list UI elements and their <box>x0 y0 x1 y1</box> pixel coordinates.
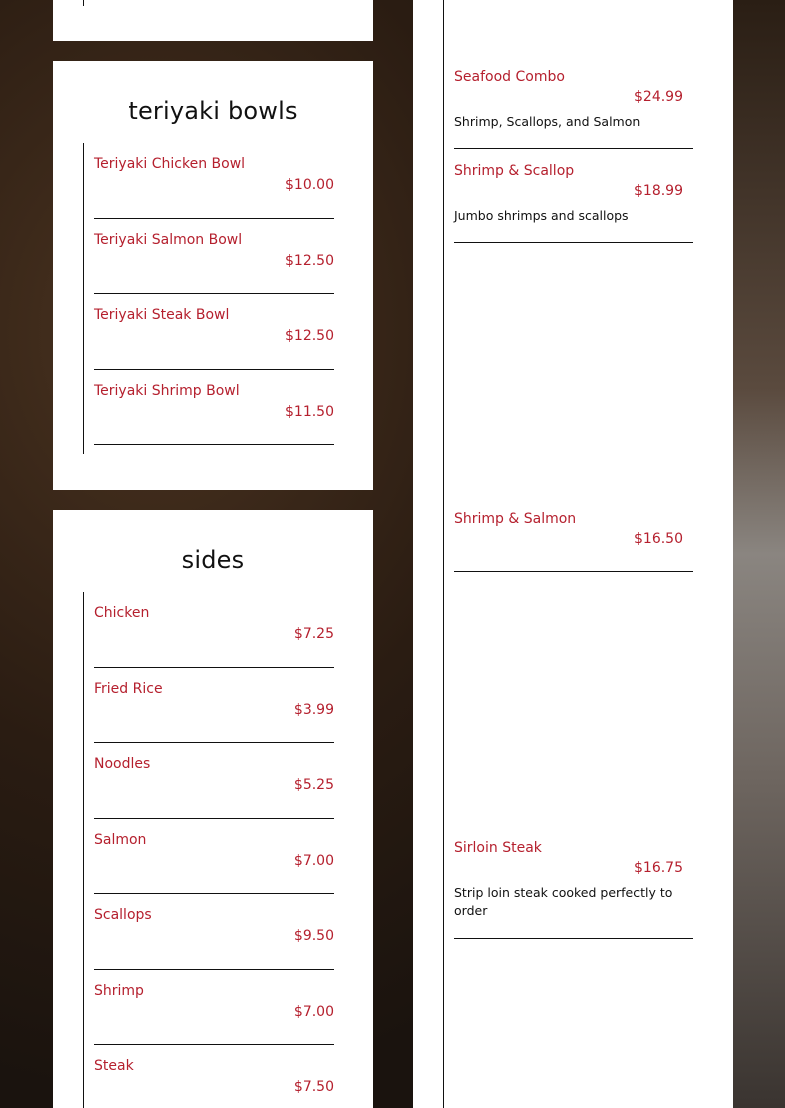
item-description: Jumbo shrimps and scallops <box>454 208 629 223</box>
item-price: $3.99 <box>293 701 334 718</box>
item-description: Shrimp, Scallops, and Salmon <box>454 114 641 129</box>
divider <box>454 148 693 149</box>
item-name: Teriyaki Salmon Bowl <box>94 231 243 248</box>
menu-list <box>83 143 344 454</box>
menu-card-sides <box>53 510 373 1108</box>
item-name: Teriyaki Chicken Bowl <box>94 156 246 172</box>
card-left-border <box>83 0 84 6</box>
menu-item[interactable] <box>94 819 344 895</box>
item-price: $12.50 <box>285 328 334 344</box>
menu-item[interactable] <box>94 219 344 295</box>
menu-card-previous <box>53 0 373 41</box>
item-price: $24.99 <box>634 89 683 105</box>
item-name: Teriyaki Steak Bowl <box>94 307 230 323</box>
item-name: Noodles <box>94 756 151 772</box>
menu-item[interactable] <box>94 370 344 446</box>
item-name: Salmon <box>94 831 147 848</box>
item-name: Shrimp & Scallop <box>454 163 575 179</box>
menu-item[interactable] <box>94 143 344 219</box>
background-image <box>733 0 785 1108</box>
card-left-border <box>443 0 444 1108</box>
menu-item[interactable] <box>94 592 344 668</box>
menu-item[interactable] <box>94 970 344 1046</box>
divider <box>454 242 693 243</box>
divider <box>454 571 693 572</box>
item-price: $11.50 <box>285 403 334 420</box>
item-price: $7.50 <box>293 1079 334 1095</box>
item-price: $7.00 <box>293 1003 334 1020</box>
item-description: Strip loin steak cooked perfectly to order <box>454 885 673 918</box>
section-title: sides <box>181 546 245 574</box>
item-price: $16.50 <box>634 531 683 547</box>
item-price: $10.00 <box>285 177 334 193</box>
divider <box>454 938 693 939</box>
item-price: $5.25 <box>293 777 334 793</box>
item-name: Teriyaki Shrimp Bowl <box>94 382 240 399</box>
menu-item[interactable] <box>94 668 344 744</box>
item-name: Shrimp & Salmon <box>454 511 577 527</box>
divider <box>94 444 334 445</box>
item-price: $7.25 <box>293 626 334 642</box>
item-name: Chicken <box>94 605 150 621</box>
menu-item[interactable] <box>94 743 344 819</box>
item-name: Seafood Combo <box>454 69 565 85</box>
item-price: $18.99 <box>634 183 683 199</box>
menu-item[interactable] <box>94 1045 344 1108</box>
item-price: $7.00 <box>293 852 334 869</box>
menu-item[interactable] <box>94 294 344 370</box>
menu-item[interactable] <box>94 894 344 970</box>
item-name: Scallops <box>94 907 152 923</box>
menu-list <box>83 592 344 1108</box>
menu-card-entrees <box>413 0 733 1108</box>
item-name: Shrimp <box>94 982 144 999</box>
menu-card-teriyaki-bowls <box>53 61 373 490</box>
item-name: Sirloin Steak <box>454 840 542 856</box>
item-price: $16.75 <box>634 860 683 876</box>
section-title: teriyaki bowls <box>128 97 298 125</box>
item-name: Steak <box>94 1058 134 1074</box>
item-name: Fried Rice <box>94 680 163 697</box>
item-price: $12.50 <box>285 252 334 269</box>
item-price: $9.50 <box>293 928 334 944</box>
